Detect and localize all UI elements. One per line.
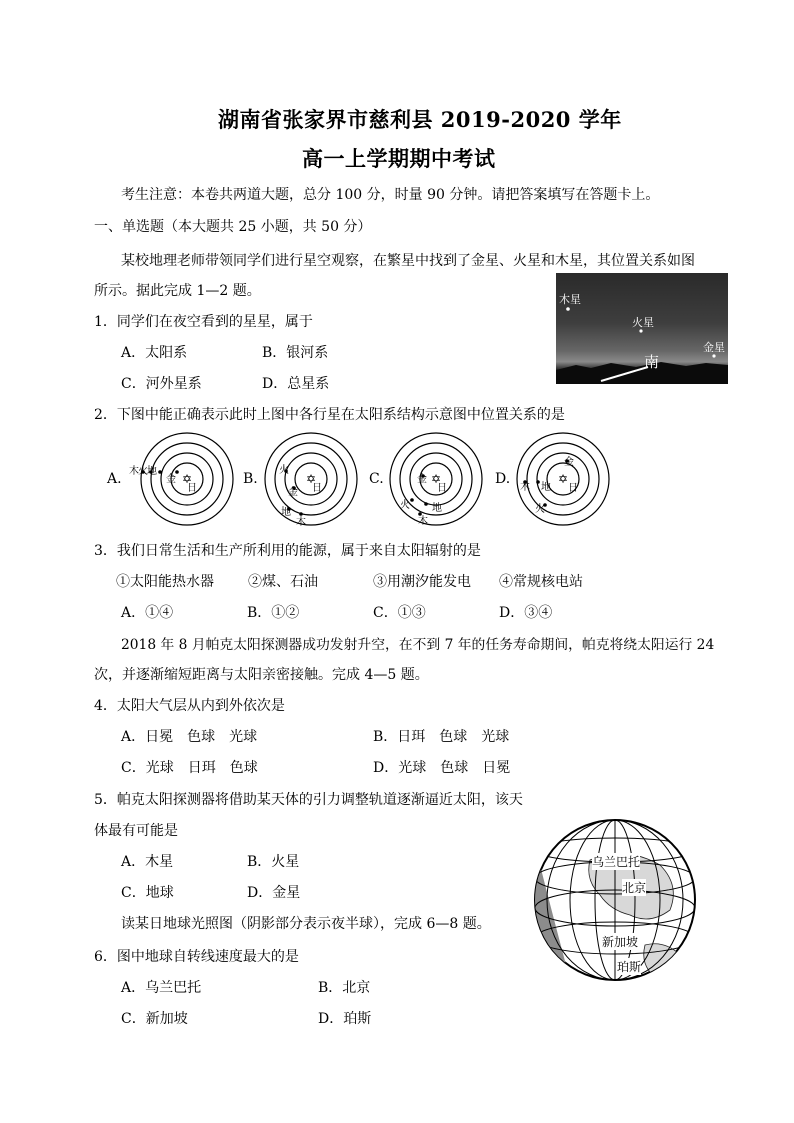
q6-option-b[interactable]: B．北京: [318, 980, 371, 996]
q2d-label-huo: 火: [535, 504, 545, 515]
sun-symbol-d: ✡: [558, 472, 569, 486]
intro-2-line-2: 次，并逐渐缩短距离与太阳亲密接触。完成 4—5 题。: [94, 667, 429, 683]
q3-item-1: ①太阳能热水器: [116, 574, 214, 590]
q2c-label-jin: 金: [417, 474, 427, 485]
label-mars: 火星: [632, 316, 654, 329]
q2-option-a-letter[interactable]: A.: [107, 471, 122, 487]
sun-symbol-b: ✡: [306, 472, 317, 486]
q2-option-d-letter[interactable]: D.: [495, 471, 511, 487]
q2c-label-ri: 日: [437, 483, 447, 494]
exam-notice: 考生注意：本卷共两道大题，总分 100 分，时量 90 分钟。请把答案填写在答题卡上。: [121, 187, 660, 203]
q6-stem: 6．图中地球自转线速度最大的是: [94, 949, 299, 965]
q2a-label-huo: 火: [138, 466, 148, 477]
q3-stem: 3．我们日常生活和生产所利用的能源，属于来自太阳辐射的是: [94, 543, 481, 559]
tree-silhouette: [556, 362, 728, 384]
q6-option-a[interactable]: A．乌兰巴托: [121, 980, 202, 996]
q2-stem: 2．下图中能正确表示此时上图中各行星在太阳系结构示意图中位置关系的是: [94, 407, 565, 423]
q2c-label-huo: 火: [400, 500, 410, 511]
q2d-label-jin: 金: [564, 457, 574, 468]
q4-stem: 4．太阳大气层从内到外依次是: [94, 698, 285, 714]
q1-option-b[interactable]: B．银河系: [262, 345, 329, 361]
q2d-label-di: 地: [541, 482, 551, 493]
intro-1-line-1: 某校地理老师带领同学们进行星空观察，在繁星中找到了金星、火星和木星，其位置关系如图: [121, 253, 695, 269]
q2d-label-ri: 日: [568, 483, 578, 494]
q2b-label-huo: 火: [279, 465, 289, 476]
q4-option-b[interactable]: B．日珥 色球 光球: [373, 729, 510, 745]
jupiter-dot: [566, 307, 570, 311]
q5-option-b[interactable]: B．火星: [247, 854, 300, 870]
q4-option-d[interactable]: D．光球 色球 日冕: [373, 760, 511, 776]
sun-symbol-a: ✡: [182, 472, 193, 486]
q5-stem-line-2: 体最有可能是: [94, 823, 178, 839]
q2a-label-di: 地: [147, 466, 157, 477]
q3-item-3: ③用潮汐能发电: [373, 574, 471, 590]
q1-stem: 1．同学们在夜空看到的星星，属于: [94, 314, 313, 330]
q2b-label-jin: 金: [288, 487, 298, 498]
q3-option-b[interactable]: B．①②: [247, 605, 300, 621]
q1-option-a[interactable]: A．太阳系: [121, 345, 188, 361]
sun-symbols: [182, 472, 568, 486]
q2a-label-mu: 木: [129, 466, 139, 477]
globe-drawing: [530, 815, 700, 985]
q6-option-c[interactable]: C．新加坡: [121, 1011, 188, 1027]
q5-stem-line-1: 5．帕克太阳探测器将借助某天体的引力调整轨道逐渐逼近太阳，该天: [94, 792, 523, 808]
q2c-label-di: 地: [432, 503, 442, 514]
q6-option-d[interactable]: D．珀斯: [318, 1011, 372, 1027]
q3-option-c[interactable]: C．①③: [373, 605, 426, 621]
label-perth: 珀斯: [617, 960, 642, 974]
title-line-2: 高一上学期期中考试: [302, 146, 496, 171]
earth-illumination-globe: [530, 815, 700, 985]
q3-item-4: ④常规核电站: [499, 574, 583, 590]
q2-option-b-letter[interactable]: B.: [243, 471, 258, 487]
intro-1-line-2: 所示。据此完成 1—2 题。: [94, 283, 261, 299]
sun-symbol-c: ✡: [431, 472, 442, 486]
label-singapore: 新加坡: [602, 935, 639, 949]
q2a-label-jin: 金: [166, 474, 176, 485]
section-heading: 一、单选题（本大题共 25 小题，共 50 分）: [94, 219, 372, 235]
q2b-label-di: 地: [281, 507, 291, 518]
label-venus: 金星: [703, 341, 725, 354]
q3-option-d[interactable]: D．③④: [499, 605, 553, 621]
q3-item-2: ②煤、石油: [248, 574, 318, 590]
intro-3: 读某日地球光照图（阴影部分表示夜半球），完成 6—8 题。: [121, 916, 491, 932]
label-beijing: 北京: [622, 881, 647, 895]
night-sky-photo: [556, 273, 728, 384]
label-south: 南: [644, 353, 660, 371]
title-line-1: 湖南省张家界市慈利县 2019-2020 学年: [218, 107, 622, 132]
intro-2-line-1: 2018 年 8 月帕克太阳探测器成功发射升空，在不到 7 年的任务寿命期间，帕克将绕太阳运行 24: [121, 637, 715, 653]
q2c-label-mu: 木: [418, 516, 428, 527]
q2a-label-ri: 日: [187, 483, 197, 494]
q2d-label-mu: 木: [520, 482, 530, 493]
label-jupiter: 木星: [559, 293, 581, 306]
q2b-label-ri: 日: [312, 483, 322, 494]
q2b-label-mu: 木: [296, 517, 306, 528]
q3-option-a[interactable]: A．①④: [121, 605, 174, 621]
q4-option-a[interactable]: A．日冕 色球 光球: [121, 729, 258, 745]
q1-option-c[interactable]: C．河外星系: [121, 376, 202, 392]
q5-option-d[interactable]: D．金星: [247, 885, 301, 901]
q4-option-c[interactable]: C．光球 日珥 色球: [121, 760, 258, 776]
q2-option-c-letter[interactable]: C.: [369, 471, 384, 487]
q5-option-c[interactable]: C．地球: [121, 885, 174, 901]
q5-option-a[interactable]: A．木星: [121, 854, 174, 870]
q1-option-d[interactable]: D．总星系: [262, 376, 330, 392]
label-ulaanbaatar: 乌兰巴托: [592, 855, 641, 869]
